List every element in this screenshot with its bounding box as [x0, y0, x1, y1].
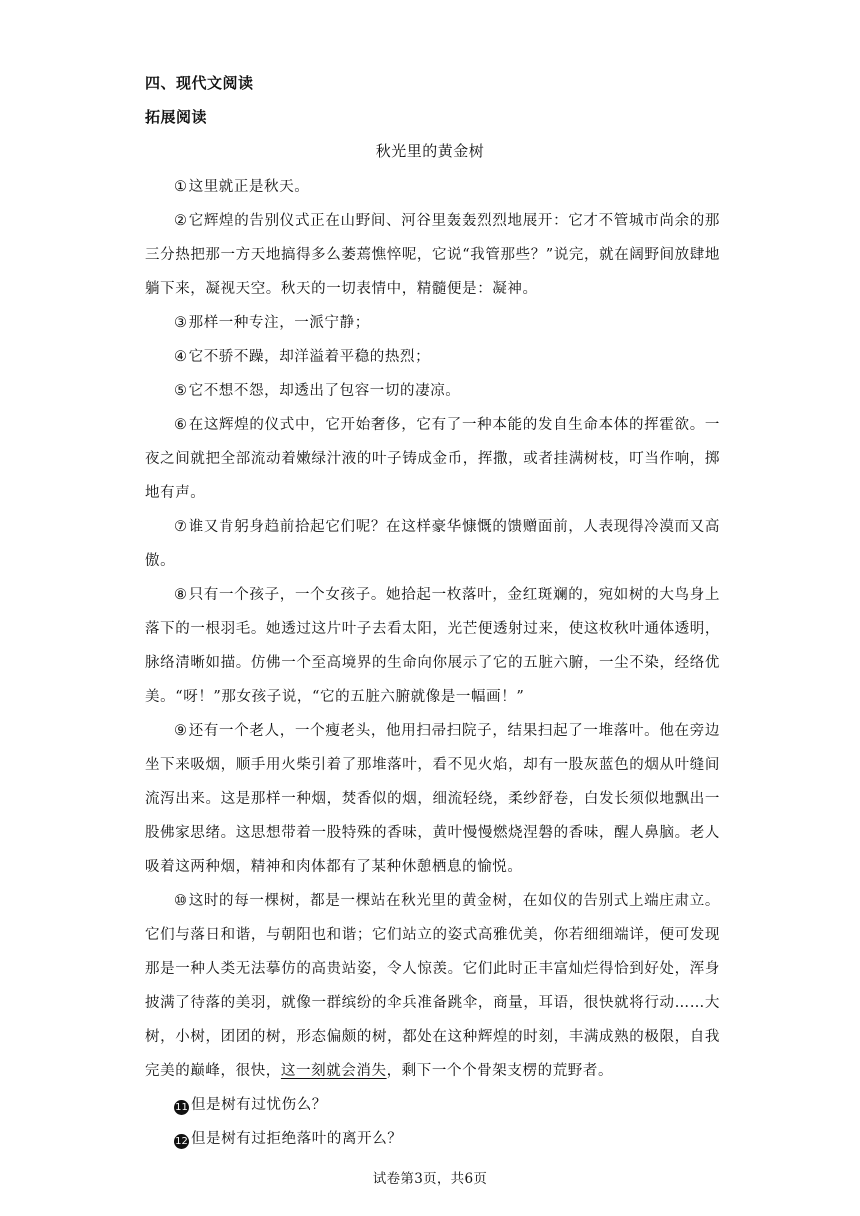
article-body — [145, 170, 720, 1156]
circled-number-badge: 11 — [175, 1102, 188, 1113]
underlined-phrase: 这一刻就会消失 — [280, 1063, 387, 1079]
paragraph-12: 12 但是树有过拒绝落叶的离开么？ — [175, 1131, 403, 1147]
section-subheading: 拓展阅读 — [145, 109, 208, 126]
paragraph-1: ①这里就正是秋天。 — [174, 179, 310, 195]
paragraph-3: ③那样一种专注，一派宁静； — [174, 315, 370, 331]
paragraph-8: ⑧只有一个孩子，一个女孩子。她拾起一枚落叶，金红斑斓的，宛如树的大鸟身上落下的一根羽毛。她透过这片叶子去看太阳，光芒便透射过来，使这枚秋叶通体透明，脉络清晰如描。仿佛一个至高境界的生命向你展示了它的五脏六腑，一尘不染，经络优美。“呀！”那女孩子说，“它的五脏六腑就像是一幅画！” — [145, 587, 720, 705]
paragraph-5: ⑤它不想不怨，却透出了包容一切的凄凉。 — [174, 383, 461, 399]
paragraph-10: ⑩这时的每一棵树，都是一棵站在秋光里的黄金树，在如仪的告别式上端庄肃立。它们与落日和谐，与朝阳也和谐；它们站立的姿式高雅优美，你若细细端详，便可发现那是一种人类无法摹仿的高贵站姿，令人惊羡。它们此时正丰富灿烂得恰到好处，浑身披满了待落的美羽，就像一群缤纷的伞兵准备跳伞，商量，耳语，很快就将行动……大树，小树，团团的树，形态偏颇的树，都处在这种辉煌的时刻，丰满成熟的极限，自我完美的巅峰，很快，这一刻就会消失，剩下一个个骨架支楞的荒野者。 — [145, 893, 720, 1079]
paragraph-4: ④它不骄不躁，却洋溢着平稳的热烈； — [174, 349, 431, 365]
paragraph-7: ⑦谁又肯躬身趋前拾起它们呢？在这样豪华慷慨的馈赠面前，人表现得冷漠而又高傲。 — [145, 519, 720, 569]
paragraph-11: 11 但是树有过忧伤么？ — [175, 1097, 327, 1113]
page-footer: 试卷第3页，共6页 — [372, 1171, 488, 1187]
paragraph-2: ②它辉煌的告别仪式正在山野间、河谷里轰轰烈烈地展开：它才不管城市尚余的那三分热把那一方天地搞得多么萎蔫憔悴呢，它说“我管那些？”说完，就在阔野间放肆地躺下来，凝视天空。秋天的一切表情中，精髓便是：凝神。 — [145, 213, 720, 297]
section-heading: 四、现代文阅读 — [145, 75, 254, 92]
article-title: 秋光里的黄金树 — [375, 142, 485, 160]
paragraph-9: ⑨还有一个老人，一个瘦老头，他用扫帚扫院子，结果扫起了一堆落叶。他在旁边坐下来吸烟，顺手用火柴引着了那堆落叶，看不见火焰，却有一股灰蓝色的烟从叶缝间流泻出来。这是那样一种烟，焚香似的烟，细流轻绕，柔纱舒卷，白发长须似地飘出一股佛家思绪。这思想带着一股特殊的香味，黄叶慢慢燃烧涅磐的香味，醒人鼻脑。老人吸着这两种烟，精神和肉体都有了某种休憩栖息的愉悦。 — [145, 723, 720, 875]
circled-number-badge: 12 — [175, 1136, 188, 1147]
paragraph-6: ⑥在这辉煌的仪式中，它开始奢侈，它有了一种本能的发自生命本体的挥霍欲。一夜之间就把全部流动着嫩绿汁液的叶子铸成金币，挥撒，或者挂满树枝，叮当作响，掷地有声。 — [145, 417, 720, 501]
